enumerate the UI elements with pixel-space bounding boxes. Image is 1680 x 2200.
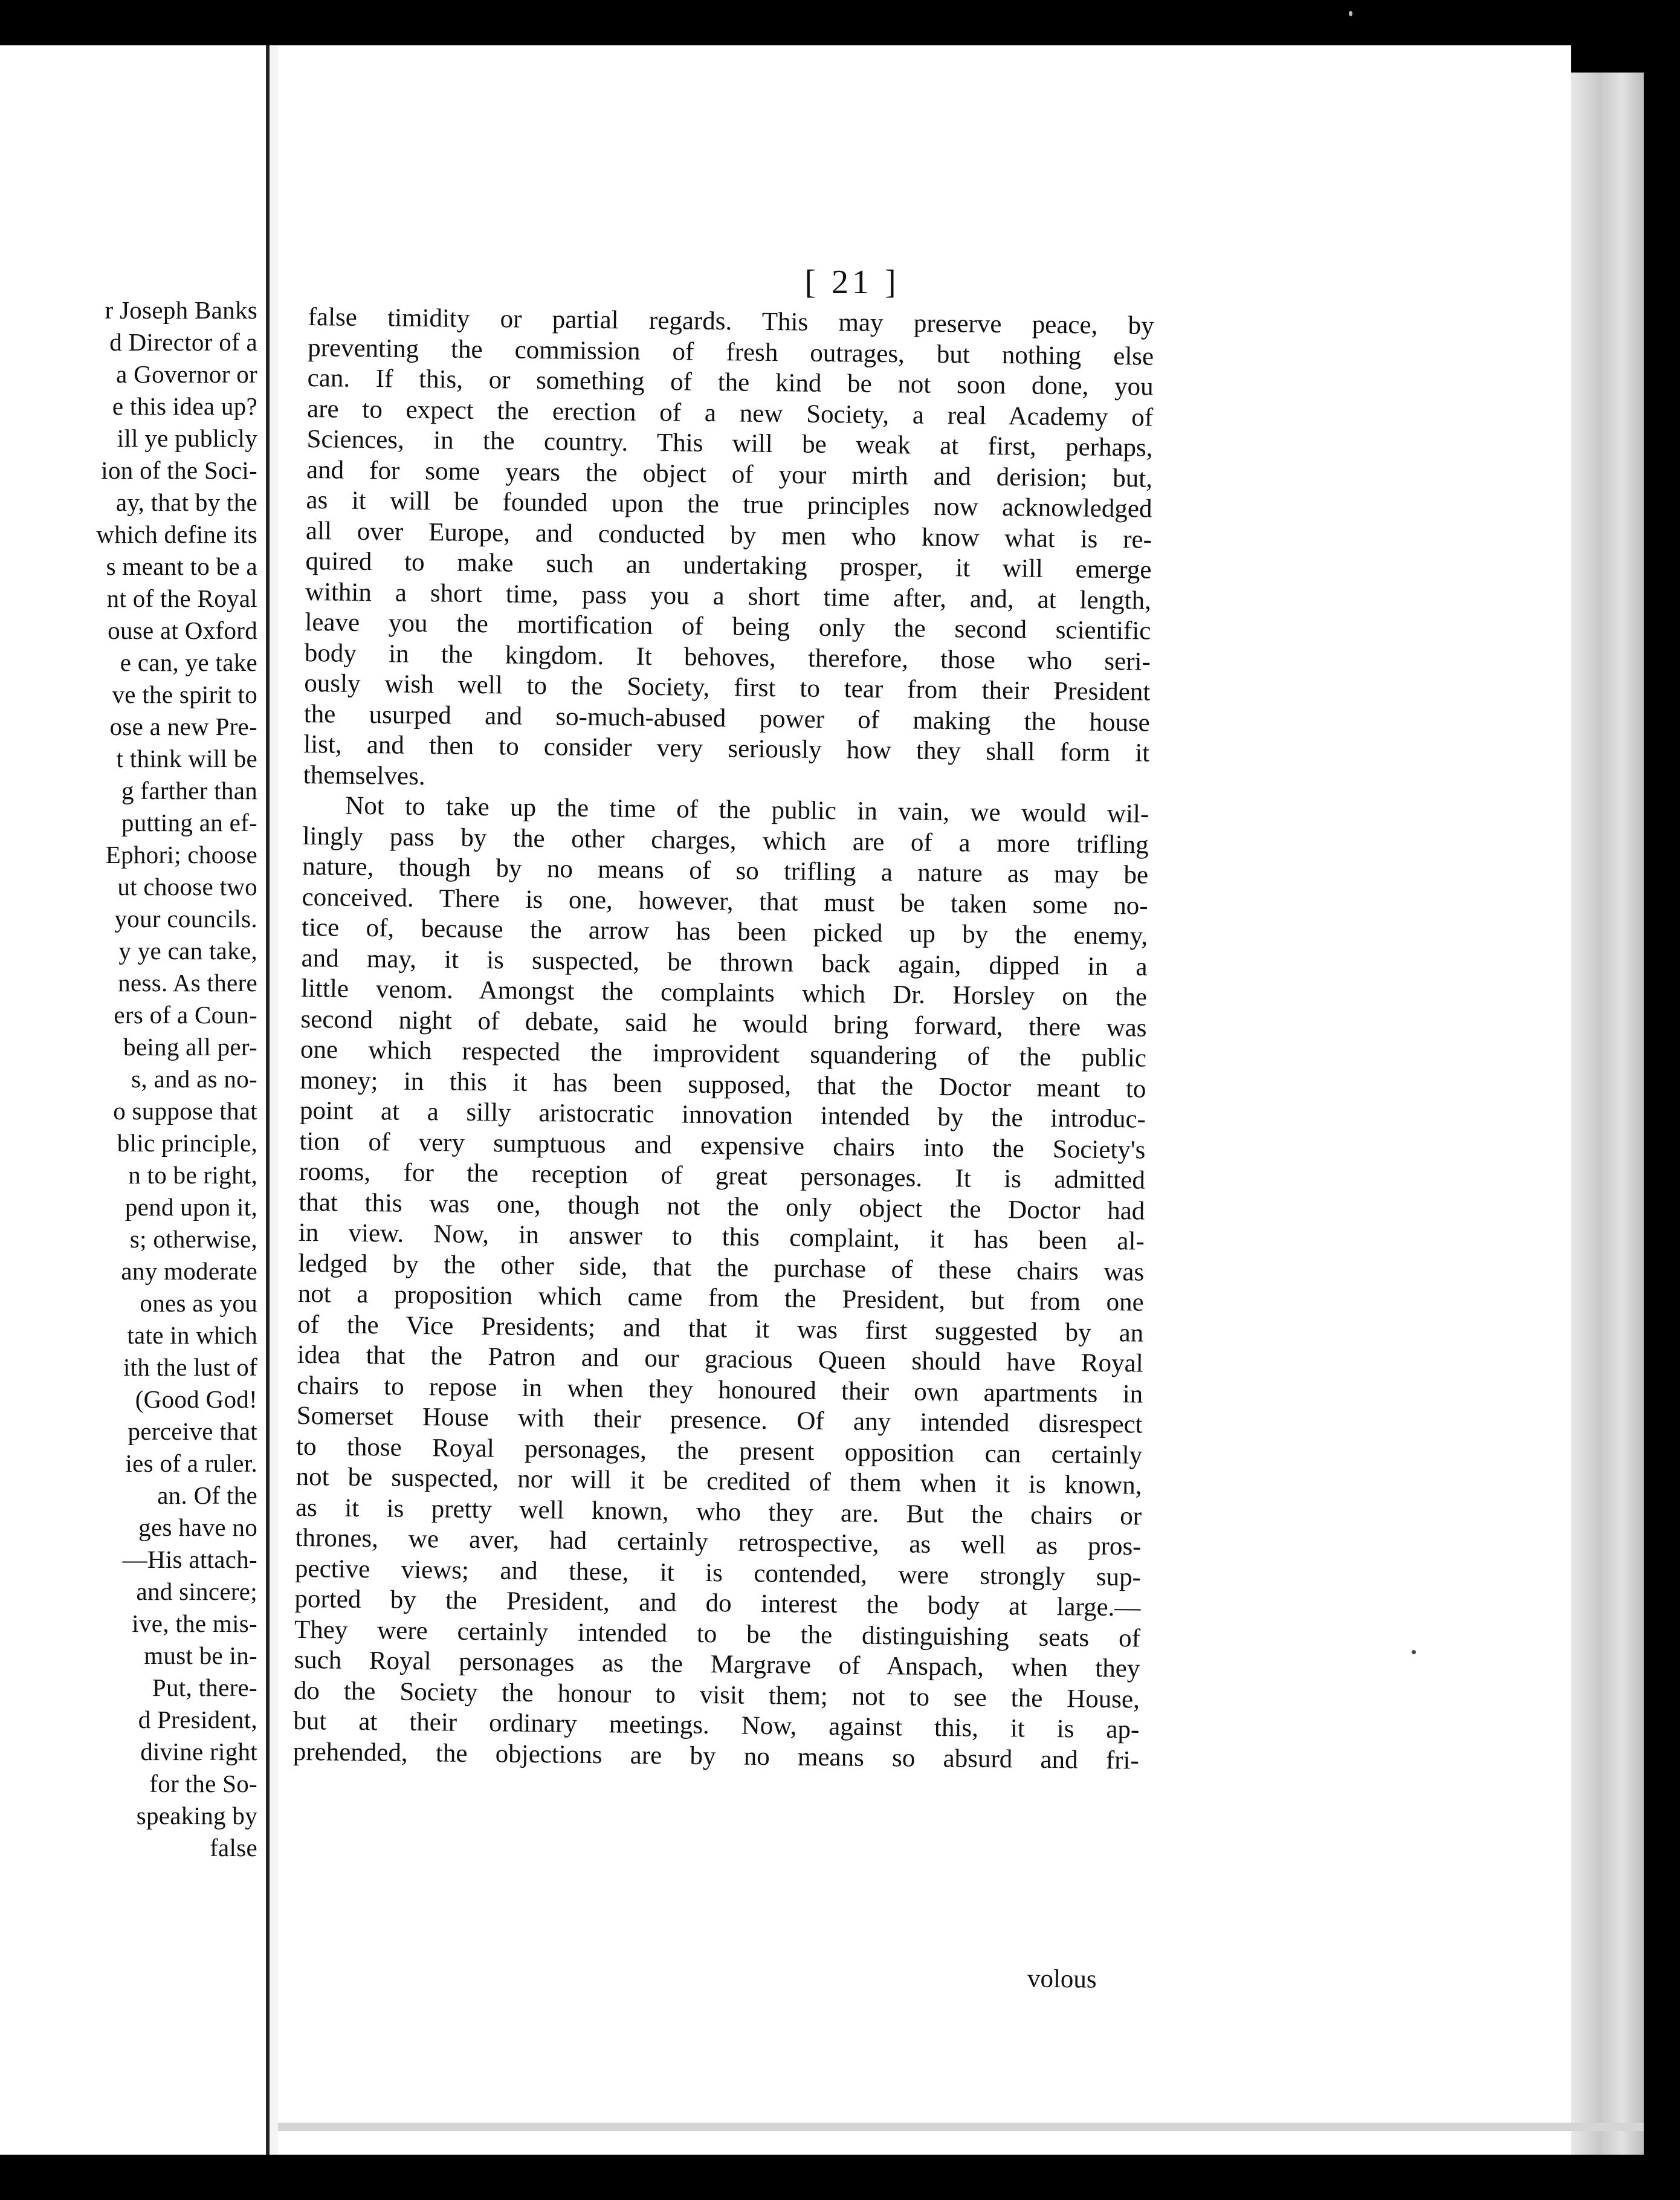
text-line: that this was one, though not the only object the Doctor had xyxy=(299,1188,1145,1226)
text-line: and for some years the object of your mirth and derision; but, xyxy=(306,455,1153,493)
left-page-line: t think will be xyxy=(116,745,257,772)
text-line: thrones, we aver, had certainly retrospective, as well as pros- xyxy=(295,1523,1142,1561)
text-line: leave you the mortification of being only the second scientific xyxy=(305,607,1151,645)
left-page-line: Put, there- xyxy=(152,1674,257,1701)
catchword: volous xyxy=(1027,1964,1097,1994)
left-page-line: e can, ye take xyxy=(120,649,257,676)
text-line: of the Vice Presidents; and that it was first suggested by an xyxy=(297,1310,1144,1348)
left-page-line: for the So- xyxy=(149,1770,257,1797)
text-line: not be suspected, nor will it be credited of them when it is known, xyxy=(296,1462,1142,1500)
left-page-text xyxy=(96,294,257,1864)
text-line: They were certainly intended to be the distinguishing seats of xyxy=(294,1615,1141,1653)
ink-speck xyxy=(1349,11,1352,16)
left-page-line: ut choose two xyxy=(117,873,257,901)
left-page-line: which define its xyxy=(96,520,257,548)
text-line: Not to take up the time of the public in vain, we would wil- xyxy=(345,791,1149,829)
text-line: within a short time, pass you a short time after, and, at length, xyxy=(305,577,1152,615)
text-line: little venom. Amongst the complaints which Dr. Horsley on the xyxy=(300,974,1148,1012)
text-line: as it is pretty well known, who they are. But the chairs or xyxy=(295,1493,1142,1531)
ink-speck xyxy=(1412,1650,1416,1654)
text-line: not a proposition which came from the President, but from one xyxy=(297,1279,1144,1317)
text-line: body in the kingdom. It behoves, therefore, those who seri- xyxy=(304,638,1151,676)
text-line: idea that the Patron and our gracious Queen should have Royal xyxy=(297,1340,1143,1378)
left-page-line: n to be right, xyxy=(128,1161,257,1189)
left-page-line: s, and as no- xyxy=(131,1065,257,1093)
text-line: second night of debate, said he would bring forward, there was xyxy=(300,1005,1147,1043)
text-line: conceived. There is one, however, that must be taken some no- xyxy=(302,882,1148,920)
left-page-line: (Good God! xyxy=(135,1385,257,1413)
text-line: such Royal personages as the Margrave of Anspach, when they xyxy=(294,1645,1140,1683)
left-page-line: d Director of a xyxy=(109,328,257,356)
text-line: point at a silly aristocratic innovation intended by the introduc- xyxy=(299,1096,1146,1134)
left-page-line: s meant to be a xyxy=(106,552,257,580)
left-page-line: ies of a ruler. xyxy=(125,1449,257,1477)
left-page-line: pend upon it, xyxy=(124,1193,257,1221)
left-page-fragment xyxy=(0,45,270,2155)
text-line: chairs to repose in when they honoured their own apartments in xyxy=(296,1371,1143,1409)
left-page-line: ges have no xyxy=(138,1513,257,1541)
text-line: themselves. xyxy=(303,760,425,791)
page-bottom-edge xyxy=(278,2123,1644,2131)
left-page-line: ion of the Soci- xyxy=(101,456,257,484)
left-page-line: —His attach- xyxy=(122,1545,257,1573)
left-page-line: ose a new Pre- xyxy=(109,713,257,740)
text-line: ledged by the other side, that the purchase of these chairs was xyxy=(298,1249,1145,1287)
text-line: nature, though by no means of so trifling a nature as may be xyxy=(302,852,1149,890)
left-page-line: ers of a Coun- xyxy=(114,1001,257,1029)
page-number xyxy=(278,263,1571,302)
left-page-line: blic principle, xyxy=(117,1129,257,1157)
text-line: money; in this it has been supposed, that the Doctor meant to xyxy=(300,1066,1146,1104)
text-line: all over Europe, and conducted by men who know what is re- xyxy=(305,516,1152,554)
left-page-line: ones as you xyxy=(140,1289,257,1317)
text-line: do the Society the honour to visit them; not to see the House, xyxy=(293,1676,1140,1714)
page-fore-edge xyxy=(1571,73,1644,2155)
left-page-line: false xyxy=(210,1834,257,1862)
text-line: as it will be founded upon the true principles now acknowledged xyxy=(306,485,1152,523)
left-page-line: ill ye publicly xyxy=(117,424,257,452)
left-page-line: and sincere; xyxy=(136,1577,257,1605)
left-page-line: your councils. xyxy=(114,905,257,933)
text-line: Somerset House with their presence. Of any intended disrespect xyxy=(296,1401,1143,1439)
text-line: tice of, because the arrow has been picked up by the enemy, xyxy=(301,913,1148,951)
text-line: lingly pass by the other charges, which are of a more trifling xyxy=(302,821,1149,859)
text-line: the usurped and so-much-abused power of making the house xyxy=(303,699,1151,737)
left-page-line: ouse at Oxford xyxy=(108,616,257,644)
left-page-line: being all per- xyxy=(123,1033,257,1061)
left-page-line: ive, the mis- xyxy=(132,1610,257,1637)
text-line: but at their ordinary meetings. Now, against this, it is ap- xyxy=(293,1706,1140,1744)
text-line: one which respected the improvident squandering of the public xyxy=(300,1035,1147,1073)
left-page-line: putting an ef- xyxy=(121,809,257,836)
left-page-line: divine right xyxy=(140,1738,257,1765)
left-page-line: r Joseph Banks xyxy=(105,296,257,324)
left-page-line: o suppose that xyxy=(113,1097,257,1125)
left-page-line: s; otherwise, xyxy=(129,1225,257,1253)
text-line: rooms, for the reception of great personages. It is admitted xyxy=(299,1157,1146,1195)
book-gutter xyxy=(270,45,278,2155)
left-page-line: e this idea up? xyxy=(112,392,257,420)
text-line: quired to make such an undertaking prosper, it will emerge xyxy=(305,546,1152,584)
text-line: and may, it is suspected, be thrown back again, dipped in a xyxy=(301,943,1148,982)
body-text xyxy=(293,302,1154,1776)
text-line: ported by the President, and do interest the body at large.— xyxy=(294,1584,1141,1622)
left-page-line: speaking by xyxy=(136,1802,257,1830)
text-line: tion of very sumptuous and expensive chairs into the Society's xyxy=(299,1127,1146,1165)
text-line: ously wish well to the Society, first to tear from their President xyxy=(304,668,1151,707)
left-page-line: must be in- xyxy=(144,1642,257,1669)
left-page-line: ay, that by the xyxy=(115,488,257,516)
text-line: false timidity or partial regards. This may preserve peace, by xyxy=(308,302,1154,340)
left-page-line: tate in which xyxy=(127,1321,257,1349)
left-page-line: ve the spirit to xyxy=(112,681,257,708)
text-line: list, and then to consider very seriously how they shall form it xyxy=(303,730,1150,768)
left-page-line: an. Of the xyxy=(157,1481,257,1509)
text-line: Sciences, in the country. This will be weak at first, perhaps, xyxy=(306,424,1153,462)
text-line: preventing the commission of fresh outrages, but nothing else xyxy=(307,333,1154,371)
right-page xyxy=(278,45,1571,2155)
text-line: prehended, the objections are by no means so absurd and fri- xyxy=(292,1737,1140,1775)
left-page-line: any moderate xyxy=(121,1257,257,1285)
text-line: can. If this, or something of the kind be not soon done, you xyxy=(307,363,1154,401)
text-line: pective views; and these, it is contended, were strongly sup- xyxy=(294,1554,1142,1592)
left-page-line: d President, xyxy=(138,1706,257,1733)
page-number-text: [ 21 ] xyxy=(804,264,900,301)
left-page-line: ith the lust of xyxy=(123,1353,257,1381)
left-page-line: g farther than xyxy=(121,777,257,804)
left-page-line: perceive that xyxy=(128,1417,257,1445)
left-page-line: y ye can take, xyxy=(118,937,257,965)
text-line: to those Royal personages, the present opposition can certainly xyxy=(296,1432,1143,1470)
left-page-line: ness. As there xyxy=(118,969,257,997)
text-line: are to expect the erection of a new Society, a real Academy of xyxy=(306,394,1154,432)
left-page-line: a Governor or xyxy=(116,360,257,388)
left-page-line: nt of the Royal xyxy=(106,584,257,612)
text-line: in view. Now, in answer to this complaint, it has been al- xyxy=(298,1218,1145,1256)
left-page-line: Ephori; choose xyxy=(105,841,257,869)
